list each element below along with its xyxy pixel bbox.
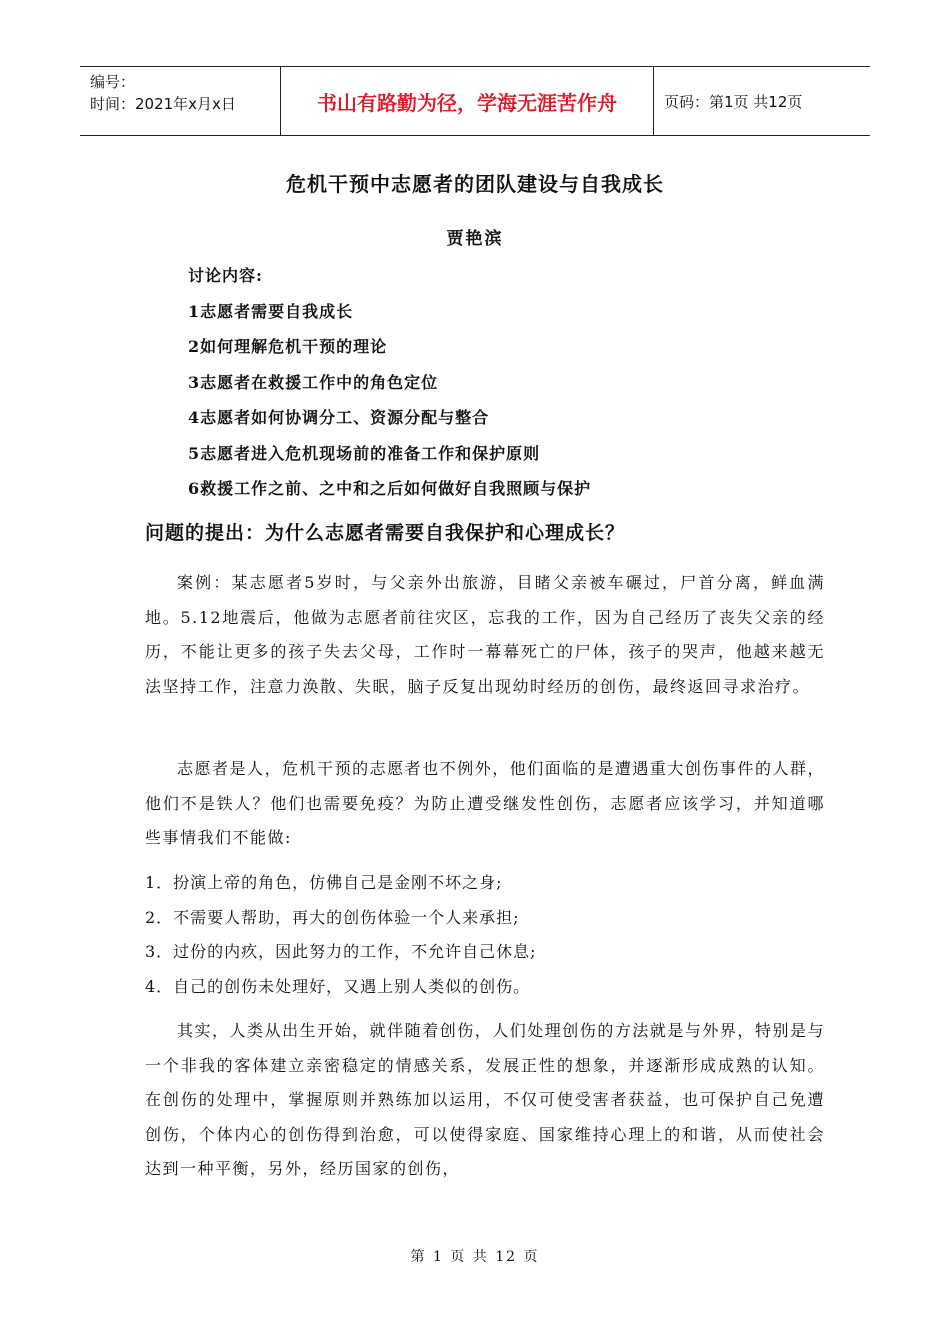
toc-item: 5志愿者进入危机现场前的准备工作和保护原则 — [188, 443, 541, 463]
volunteer-paragraph: 志愿者是人，危机干预的志愿者也不例外，他们面临的是遭遇重大创伤事件的人群，他们不是铁人？他们也需要免疫？为防止遭受继发性创伤，志愿者应该学习，并知道哪些事情我们不能做: — [145, 759, 825, 847]
toc-item: 2如何理解危机干预的理论 — [188, 337, 388, 356]
toc-heading: 讨论内容: — [188, 266, 263, 285]
toc-item: 4志愿者如何协调分工、资源分配与整合 — [188, 408, 490, 427]
case-paragraph: 案例：某志愿者5岁时，与父亲外出旅游，目睹父亲被车碾过，尸首分离，鲜血满地。5.12地震后，他做为志愿者前往灾区，忘我的工作，因为自己经历了丧失父亲的经历，不能让更多的孩子失去父母，工作时一幕幕死亡的尸体，孩子的哭声，他越来越无法坚持工作，注意力涣散、失眠，脑子反复出现幼时经历的创伤，最终返回寻求治疗。 — [145, 573, 825, 696]
document-date-label: 时间：2021年x月x日 — [90, 95, 236, 113]
toc-item: 6救援工作之前、之中和之后如何做好自我照顾与保护 — [188, 479, 592, 498]
header-page-label: 页码：第1页 共12页 — [664, 92, 803, 111]
list-item: 1．扮演上帝的角色，仿佛自己是金刚不坏之身; — [145, 873, 503, 892]
document-number-label: 编号： — [90, 73, 136, 91]
header-table — [80, 66, 870, 136]
header-meta-cell — [80, 67, 281, 135]
list-item: 3．过份的内疚，因此努力的工作，不允许自己休息; — [145, 942, 537, 961]
document-author: 贾艳滨 — [446, 229, 504, 249]
section-heading: 问题的提出：为什么志愿者需要自我保护和心理成长？ — [145, 522, 626, 544]
page-footer: 第 1 页 共 12 页 — [410, 1249, 540, 1265]
list-item: 2．不需要人帮助，再大的创伤体验一个人来承担; — [145, 907, 520, 927]
header-motto: 书山有路勤为径，学海无涯苦作舟 — [281, 67, 654, 135]
toc-item: 1志愿者需要自我成长 — [188, 301, 354, 321]
discussion-contents — [188, 258, 591, 507]
dont-do-list — [145, 866, 537, 1004]
document-title: 危机干预中志愿者的团队建设与自我成长 — [286, 172, 664, 196]
trauma-paragraph: 其实，人类从出生开始，就伴随着创伤，人们处理创伤的方法就是与外界，特别是与一个非我的客体建立亲密稳定的情感关系，发展正性的想象，并逐渐形成成熟的认知。在创伤的处理中，掌握原则并熟练加以运用，不仅可使受害者获益，也可保护自己免遭创伤，个体内心的创伤得到治愈，可以使得家庭、国家维持心理上的和谐，从而使社会达到一种平衡，另外，经历国家的创伤， — [145, 1021, 825, 1178]
toc-item: 3志愿者在救援工作中的角色定位 — [188, 372, 439, 392]
list-item: 4．自己的创伤未处理好，又遇上别人类似的创伤。 — [145, 976, 531, 996]
